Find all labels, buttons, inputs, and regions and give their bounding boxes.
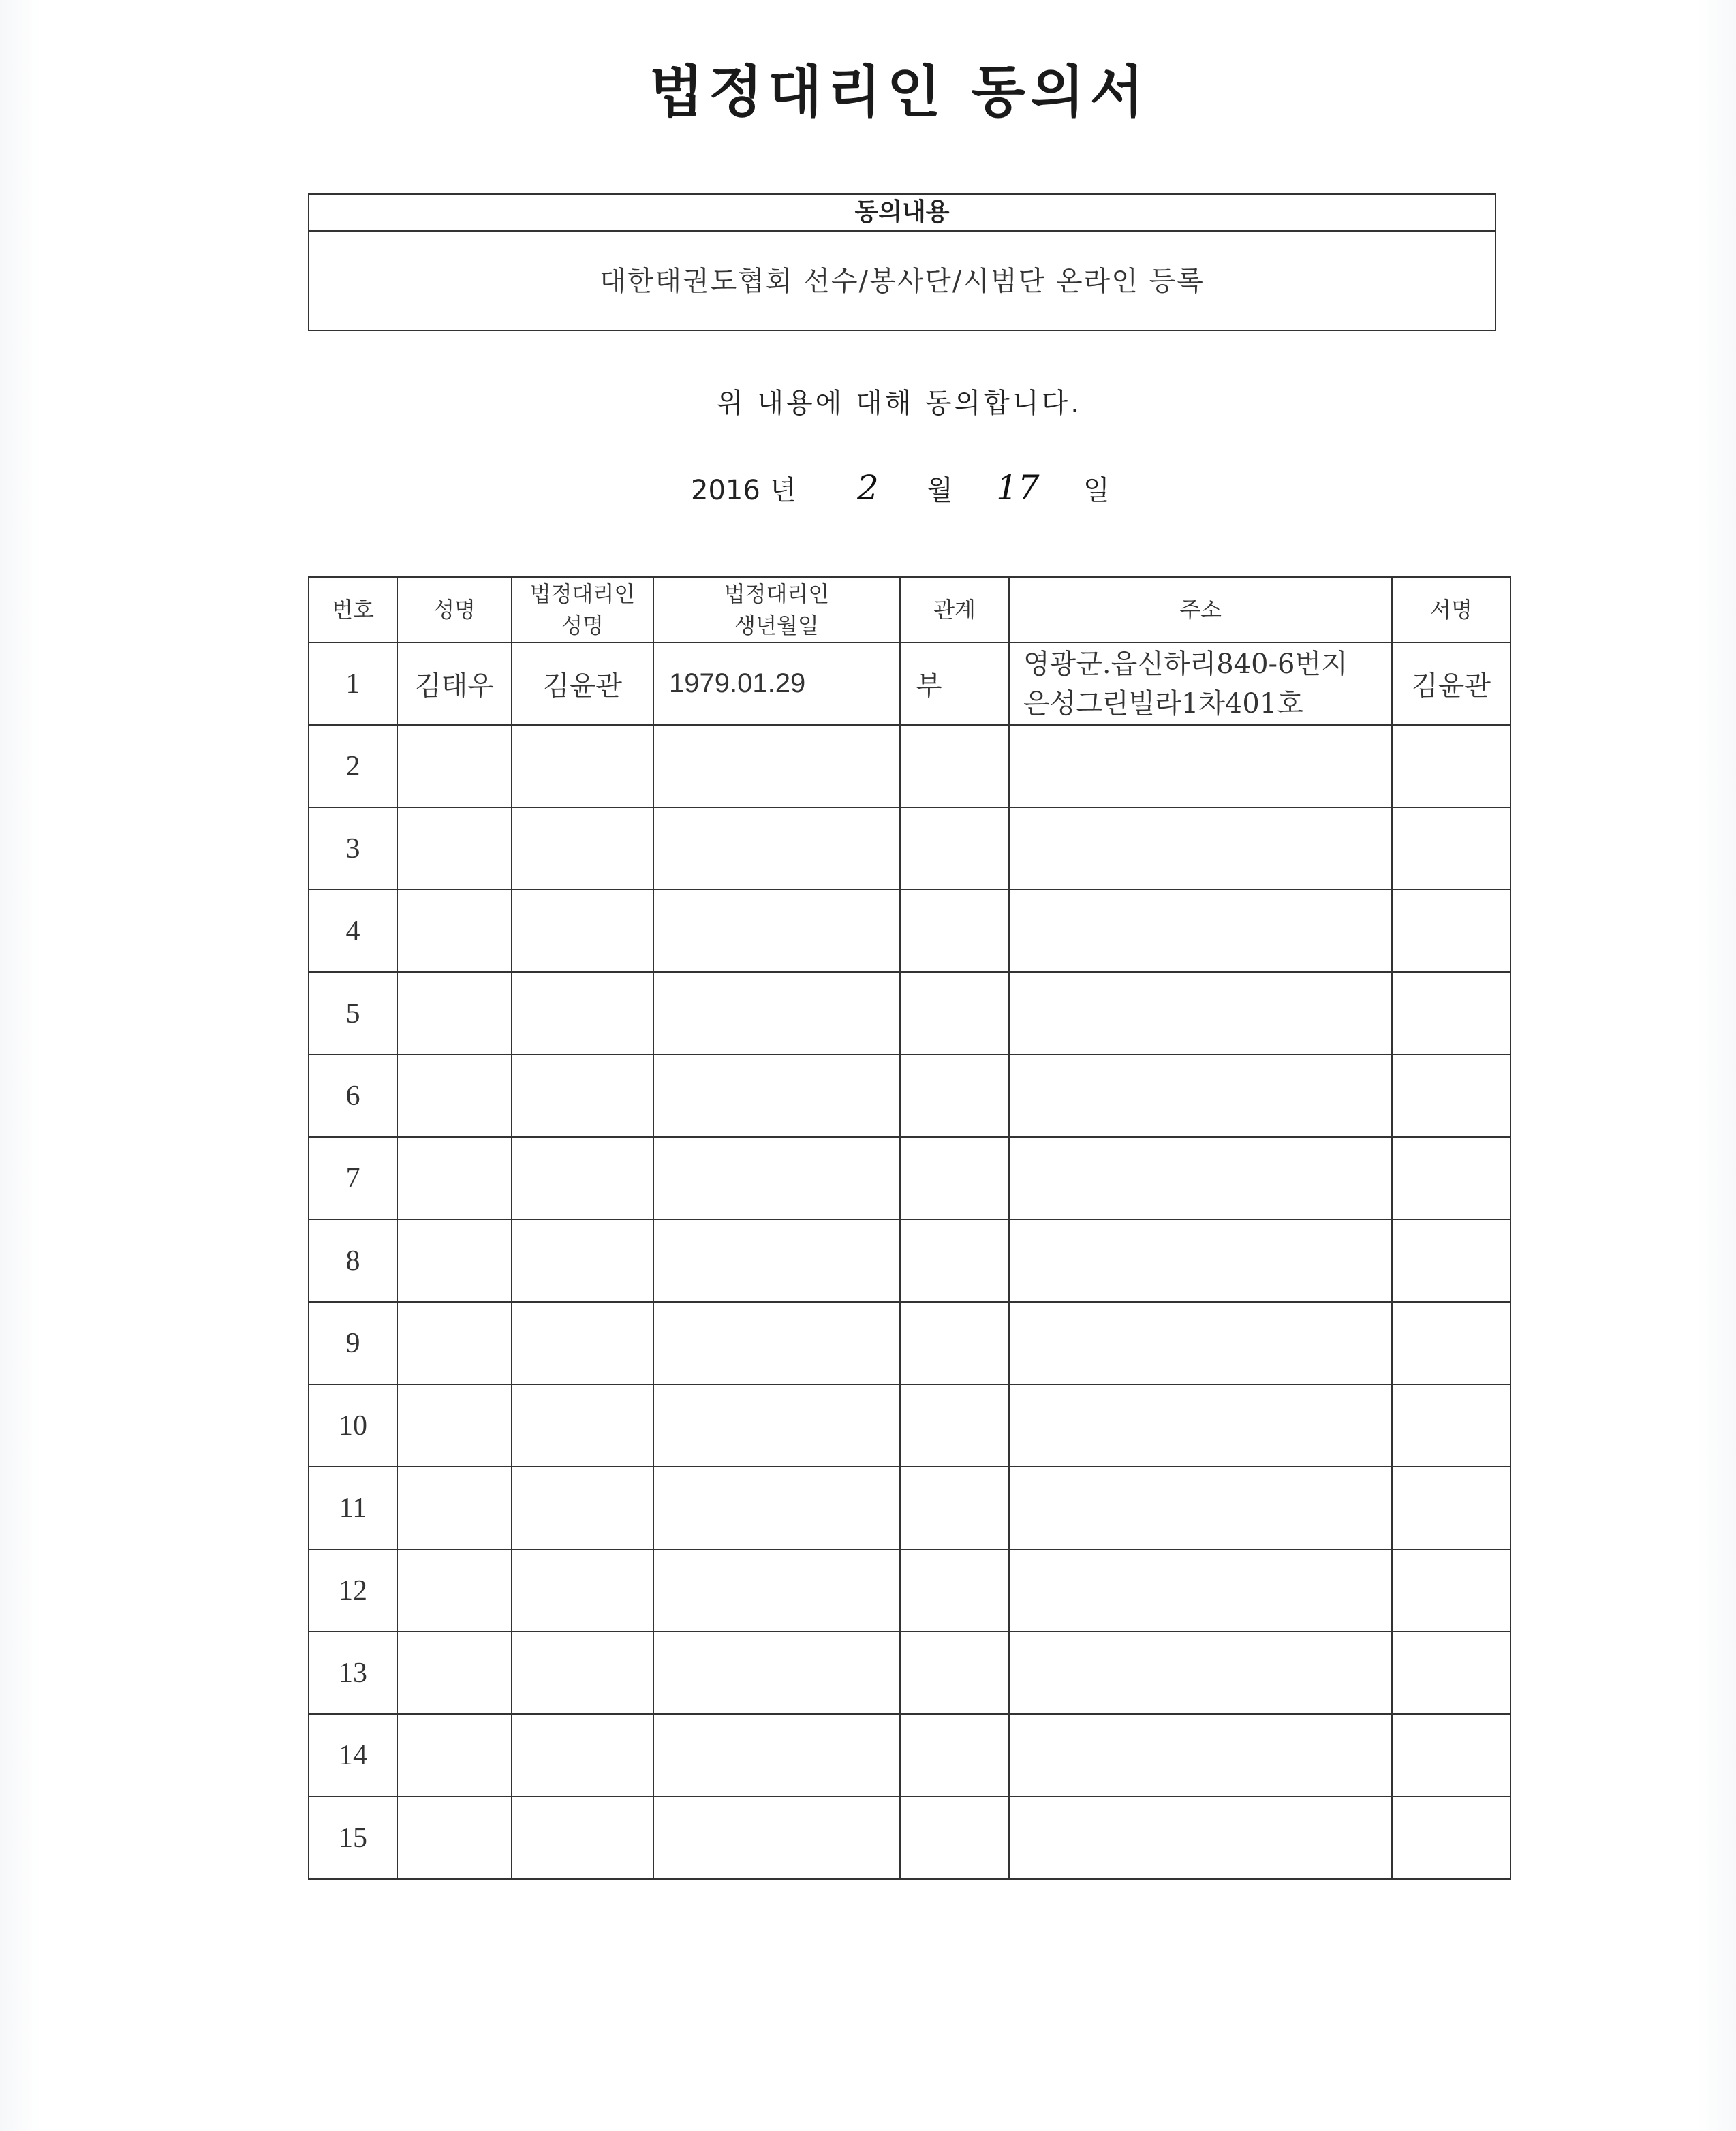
cell-signature xyxy=(1392,1055,1510,1137)
address-line-1: 영광군.읍신하리840-6번지 xyxy=(1023,648,1348,680)
cell-guardian-name xyxy=(512,1302,653,1384)
cell-guardian-name xyxy=(512,1467,653,1549)
cell-guardian-name xyxy=(512,1796,653,1879)
cell-name xyxy=(397,1796,512,1879)
cell-guardian-name xyxy=(512,1632,653,1714)
cell-relation xyxy=(900,1796,1009,1879)
cell-signature xyxy=(1392,1302,1510,1384)
cell-relation xyxy=(900,890,1009,972)
cell-name xyxy=(397,1384,512,1467)
cell-guardian-name xyxy=(512,807,653,890)
cell-guardian-birth xyxy=(653,1219,900,1302)
header-guardian-name-line1: 법정대리인 xyxy=(529,581,636,607)
cell-number: 10 xyxy=(309,1384,397,1467)
table-header-row xyxy=(309,577,1510,642)
date-month-unit: 월 xyxy=(927,475,953,506)
cell-address xyxy=(1009,1384,1392,1467)
cell-signature xyxy=(1392,1714,1510,1796)
cell-name xyxy=(397,1302,512,1384)
header-guardian-name xyxy=(512,577,653,642)
date-line xyxy=(0,470,1736,511)
cell-relation: 부 xyxy=(900,642,1009,725)
cell-guardian-name xyxy=(512,972,653,1055)
cell-guardian-name xyxy=(512,1137,653,1219)
cell-number: 11 xyxy=(309,1467,397,1549)
cell-guardian-birth xyxy=(653,1796,900,1879)
cell-number: 12 xyxy=(309,1549,397,1632)
cell-guardian-birth xyxy=(653,1549,900,1632)
table-row xyxy=(309,1714,1510,1796)
table-row xyxy=(309,1549,1510,1632)
cell-name xyxy=(397,1055,512,1137)
cell-relation xyxy=(900,1467,1009,1549)
header-number: 번호 xyxy=(309,577,397,642)
cell-relation xyxy=(900,1055,1009,1137)
date-day-unit: 일 xyxy=(1083,475,1110,506)
cell-name xyxy=(397,1219,512,1302)
header-guardian-birth xyxy=(653,577,900,642)
header-guardian-name-line2: 성명 xyxy=(561,612,604,638)
cell-number: 3 xyxy=(309,807,397,890)
table-row xyxy=(309,1219,1510,1302)
cell-signature xyxy=(1392,725,1510,807)
cell-guardian-birth xyxy=(653,1467,900,1549)
header-signature: 서명 xyxy=(1392,577,1510,642)
cell-address xyxy=(1009,1055,1392,1137)
header-name: 성명 xyxy=(397,577,512,642)
cell-address xyxy=(1009,1714,1392,1796)
cell-name xyxy=(397,1714,512,1796)
cell-name xyxy=(397,807,512,890)
cell-guardian-birth xyxy=(653,1055,900,1137)
cell-signature xyxy=(1392,1467,1510,1549)
cell-address xyxy=(1009,642,1392,725)
cell-guardian-name xyxy=(512,725,653,807)
table-row xyxy=(309,1467,1510,1549)
table-row xyxy=(309,890,1510,972)
cell-signature xyxy=(1392,1632,1510,1714)
cell-address xyxy=(1009,1632,1392,1714)
date-year: 2016 xyxy=(691,475,760,506)
cell-guardian-birth xyxy=(653,972,900,1055)
cell-address xyxy=(1009,890,1392,972)
cell-address xyxy=(1009,1137,1392,1219)
table-row xyxy=(309,725,1510,807)
cell-number: 4 xyxy=(309,890,397,972)
cell-relation xyxy=(900,1714,1009,1796)
cell-signature xyxy=(1392,1137,1510,1219)
cell-number: 1 xyxy=(309,642,397,725)
consent-content: 대한태권도협회 선수/봉사단/시범단 온라인 등록 xyxy=(600,266,1205,297)
cell-name xyxy=(397,1632,512,1714)
cell-name xyxy=(397,725,512,807)
address-line-2: 은성그린빌라1차401호 xyxy=(1023,687,1303,719)
cell-guardian-birth xyxy=(653,890,900,972)
cell-address xyxy=(1009,1467,1392,1549)
cell-address xyxy=(1009,807,1392,890)
cell-name xyxy=(397,1467,512,1549)
cell-address xyxy=(1009,972,1392,1055)
cell-address xyxy=(1009,725,1392,807)
table-row xyxy=(309,972,1510,1055)
cell-guardian-birth: 1979.01.29 xyxy=(653,642,900,725)
table-row xyxy=(309,1384,1510,1467)
cell-address xyxy=(1009,1549,1392,1632)
guardian-table xyxy=(308,576,1511,1880)
agree-statement: 위 내용에 대해 동의합니다. xyxy=(717,388,1082,419)
table-row xyxy=(309,807,1510,890)
table-row xyxy=(309,1055,1510,1137)
cell-number: 5 xyxy=(309,972,397,1055)
cell-relation xyxy=(900,807,1009,890)
table-row xyxy=(309,1302,1510,1384)
cell-number: 13 xyxy=(309,1632,397,1714)
cell-relation xyxy=(900,725,1009,807)
cell-signature xyxy=(1392,890,1510,972)
cell-name: 김태우 xyxy=(397,642,512,725)
cell-signature: 김윤관 xyxy=(1392,642,1510,725)
cell-number: 15 xyxy=(309,1796,397,1879)
cell-guardian-birth xyxy=(653,1302,900,1384)
cell-number: 6 xyxy=(309,1055,397,1137)
cell-number: 14 xyxy=(309,1714,397,1796)
cell-guardian-name xyxy=(512,890,653,972)
date-month: 2 xyxy=(857,468,879,508)
cell-relation xyxy=(900,1302,1009,1384)
cell-signature xyxy=(1392,1549,1510,1632)
table-row xyxy=(309,642,1510,725)
table-row xyxy=(309,1796,1510,1879)
header-guardian-birth-line1: 법정대리인 xyxy=(724,581,830,607)
cell-signature xyxy=(1392,1384,1510,1467)
cell-guardian-birth xyxy=(653,1632,900,1714)
cell-guardian-birth xyxy=(653,1384,900,1467)
cell-signature xyxy=(1392,807,1510,890)
cell-guardian-name xyxy=(512,1714,653,1796)
cell-address xyxy=(1009,1219,1392,1302)
cell-guardian-birth xyxy=(653,1714,900,1796)
cell-relation xyxy=(900,1549,1009,1632)
cell-relation xyxy=(900,1219,1009,1302)
table-body xyxy=(309,642,1510,1879)
header-relation: 관계 xyxy=(900,577,1009,642)
date-day: 17 xyxy=(996,468,1040,508)
cell-relation xyxy=(900,972,1009,1055)
cell-signature xyxy=(1392,972,1510,1055)
cell-relation xyxy=(900,1632,1009,1714)
cell-guardian-name xyxy=(512,1384,653,1467)
cell-guardian-birth xyxy=(653,725,900,807)
header-address: 주소 xyxy=(1009,577,1392,642)
consent-box xyxy=(308,193,1496,331)
cell-guardian-name xyxy=(512,1055,653,1137)
header-guardian-birth-line2: 생년월일 xyxy=(734,612,819,638)
cell-number: 7 xyxy=(309,1137,397,1219)
consent-header: 동의내용 xyxy=(309,195,1495,232)
cell-guardian-birth xyxy=(653,807,900,890)
cell-guardian-birth xyxy=(653,1137,900,1219)
cell-guardian-name xyxy=(512,1549,653,1632)
cell-signature xyxy=(1392,1219,1510,1302)
cell-name xyxy=(397,890,512,972)
cell-signature xyxy=(1392,1796,1510,1879)
cell-relation xyxy=(900,1384,1009,1467)
cell-name xyxy=(397,1549,512,1632)
cell-number: 2 xyxy=(309,725,397,807)
cell-guardian-name xyxy=(512,1219,653,1302)
date-year-unit: 년 xyxy=(770,475,796,506)
cell-number: 9 xyxy=(309,1302,397,1384)
table-row xyxy=(309,1632,1510,1714)
cell-relation xyxy=(900,1137,1009,1219)
cell-number: 8 xyxy=(309,1219,397,1302)
cell-address xyxy=(1009,1796,1392,1879)
cell-name xyxy=(397,972,512,1055)
cell-address xyxy=(1009,1302,1392,1384)
cell-name xyxy=(397,1137,512,1219)
document-title: 법정대리인 동의서 xyxy=(649,60,1150,125)
table-row xyxy=(309,1137,1510,1219)
cell-guardian-name: 김윤관 xyxy=(512,642,653,725)
